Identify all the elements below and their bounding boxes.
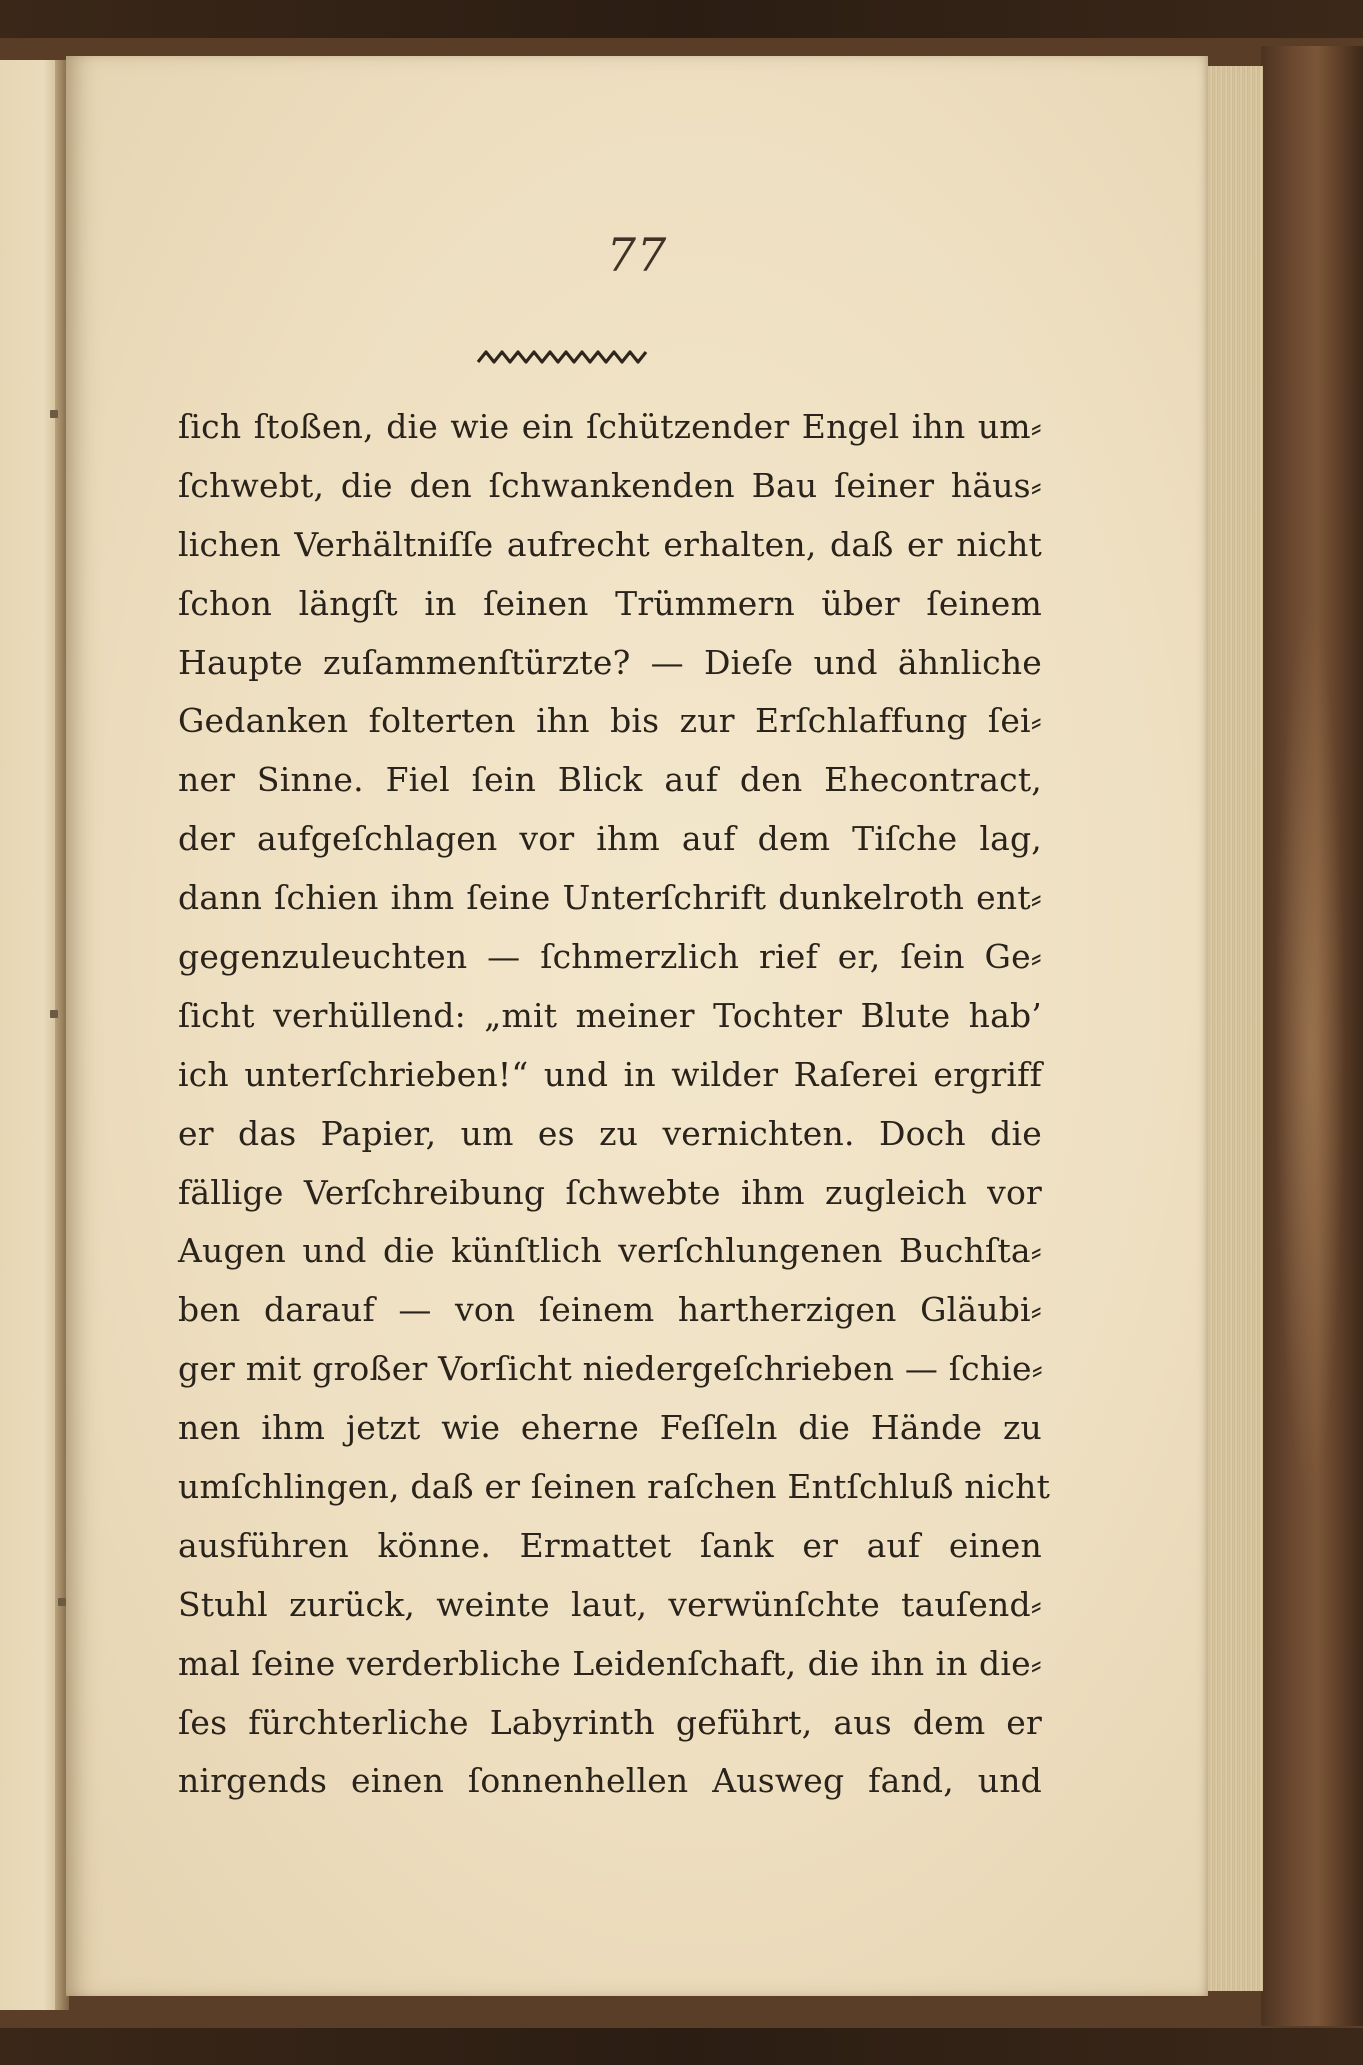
text-line: mal ſeine verderbliche Leidenſchaft, die ihn in die⸗ (178, 1643, 1042, 1683)
text-line: er das Papier, um es zu vernichten. Doch die (178, 1113, 1042, 1153)
left-page-edge (0, 60, 62, 2010)
text-line: Augen und die künſtlich verſchlungenen Buchſta⸗ (178, 1231, 1042, 1271)
margin-mark (50, 1010, 58, 1018)
text-line: ger mit großer Vorſicht niedergeſchrieben — ſchie⸗ (178, 1349, 1043, 1389)
text-line: ſes fürchterliche Labyrinth geführt, aus dem er (178, 1702, 1042, 1742)
margin-mark (58, 1598, 66, 1606)
text-line: ſchon längſt in ſeinen Trümmern über ſeinem (178, 583, 1042, 623)
decorative-rule-ornament (474, 348, 654, 366)
body-text (178, 398, 1051, 1811)
text-line: dann ſchien ihm ſeine Unterſchrift dunkelroth ent⸗ (178, 878, 1042, 918)
page-fore-edge (1206, 66, 1263, 1991)
text-line: ſich ſtoßen, die wie ein ſchützender Engel ihn um⸗ (178, 407, 1042, 446)
text-line: fällige Verſchreibung ſchwebte ihm zugleich vor (178, 1172, 1042, 1212)
book-page (66, 56, 1208, 1996)
text-line: ausführen könne. Ermattet ſank er auf einen (178, 1525, 1042, 1565)
text-line: Haupte zuſammenſtürzte? — Dieſe und ähnliche (178, 642, 1042, 682)
text-line: ich unterſchrieben!“ und in wilder Raſerei ergriff (178, 1054, 1042, 1094)
text-line: umſchlingen, daß er ſeinen raſchen Entſchluß nicht (178, 1467, 1051, 1507)
text-line: ner Sinne. Fiel ſein Blick auf den Ehecontract, (178, 760, 1042, 800)
text-line: gegenzuleuchten — ſchmerzlich rief er, ſein Ge⸗ (178, 937, 1042, 977)
text-line: ſchwebt, die den ſchwankenden Bau ſeiner häus⸗ (178, 465, 1042, 505)
binding-wear (1275, 600, 1345, 1500)
text-line: Stuhl zurück, weinte laut, verwünſchte tauſend⸗ (178, 1584, 1042, 1624)
text-line: nirgends einen ſonnenhellen Ausweg fand, und (178, 1761, 1042, 1801)
text-line: ſicht verhüllend: „mit meiner Tochter Blute hab’ (178, 995, 1042, 1035)
text-line: ben darauf — von ſeinem hartherzigen Gläubi⸗ (178, 1290, 1042, 1330)
text-line: lichen Verhältniſſe aufrecht erhalten, daß er nicht (178, 524, 1042, 564)
text-line: der aufgeſchlagen vor ihm auf dem Tiſche lag, (178, 819, 1042, 859)
page-number: 77 (606, 228, 668, 282)
text-line: nen ihm jetzt wie eherne Feſſeln die Hände zu (178, 1408, 1042, 1448)
margin-mark (50, 410, 58, 418)
text-line: Gedanken folterten ihn bis zur Erſchlaffung ſei⸗ (178, 701, 1042, 741)
